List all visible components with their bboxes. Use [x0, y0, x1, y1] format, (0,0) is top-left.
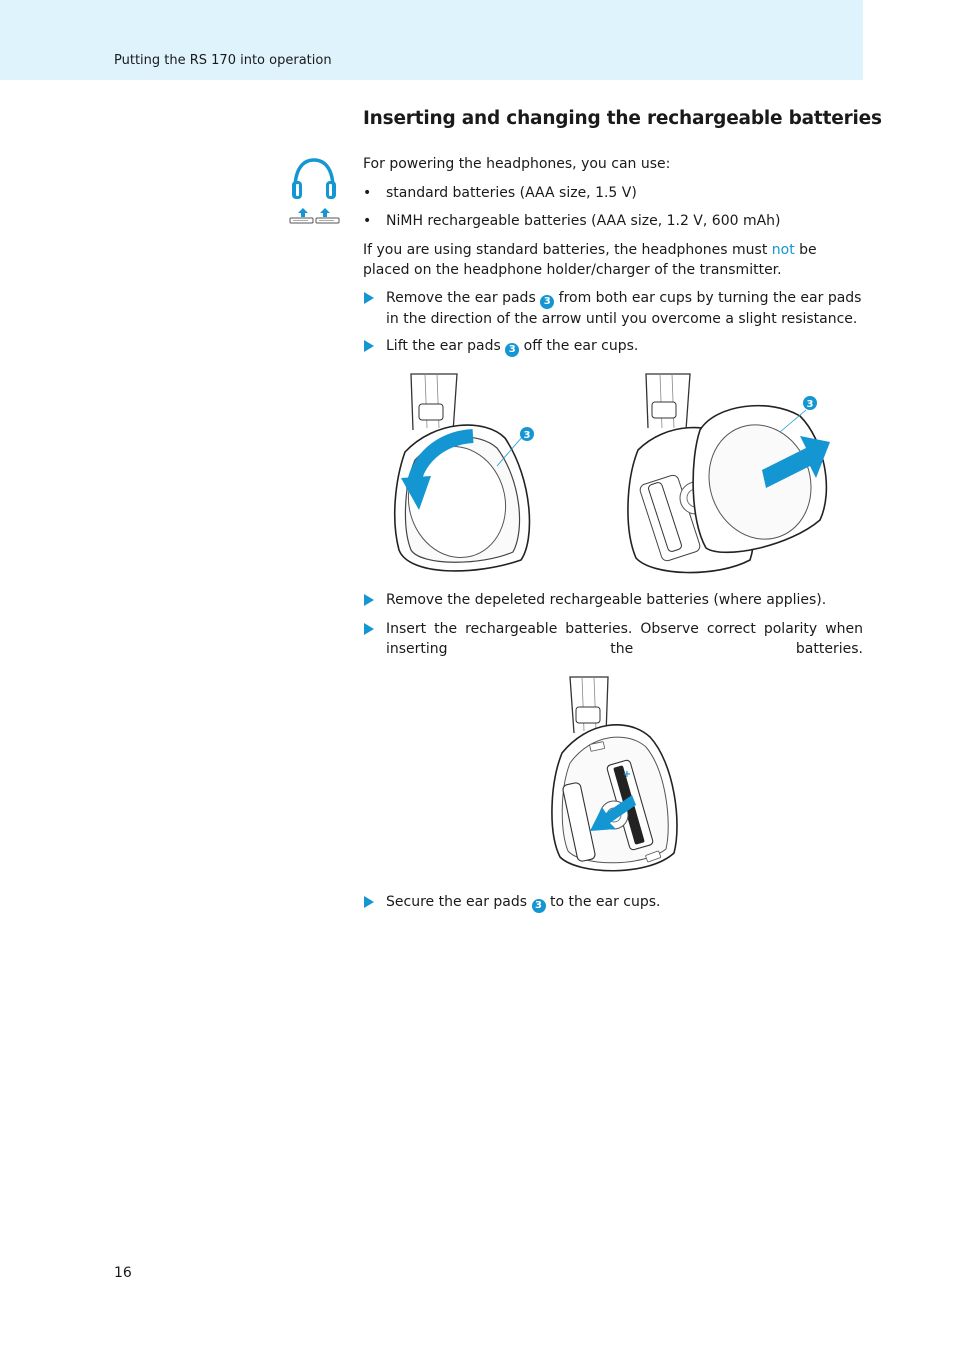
step-text-after: off the ear cups.: [519, 338, 639, 354]
step-arrow-icon: [363, 292, 375, 304]
figure-lift-ear-pad: [620, 370, 830, 580]
callout-number: 3: [523, 430, 531, 441]
step-arrow-icon: [363, 623, 375, 635]
bullet-text: standard batteries (AAA size, 1.5 V): [386, 185, 637, 201]
callout-badge: 3: [532, 899, 546, 913]
headphones-charging-icon: [288, 157, 342, 225]
running-header: Putting the RS 170 into operation: [114, 53, 332, 68]
callout-badge: 3: [540, 295, 554, 309]
step-text-after: to the ear cups.: [545, 894, 661, 910]
step-arrow-icon: [363, 340, 375, 352]
header-band: [0, 0, 863, 80]
warning-text-before: If you are using standard batteries, the headphones must: [363, 242, 772, 258]
bullet-dot-icon: •: [363, 185, 372, 201]
warning-highlight: not: [771, 242, 795, 258]
figure-rotate-ear-pad: [385, 370, 545, 580]
step-text: Remove the depeleted rechargeable batteries (where applies).: [386, 592, 827, 608]
intro-text: For powering the headphones, you can use:: [363, 156, 671, 172]
step-arrow-icon: [363, 896, 375, 908]
callout-badge: 3: [505, 343, 519, 357]
step-lift-ear-pads: [363, 336, 863, 356]
step-text: [386, 336, 863, 357]
warning-text: [363, 240, 863, 280]
step-text: [386, 288, 863, 329]
step-remove-ear-pads: [363, 288, 863, 328]
step-insert-batteries: [363, 619, 863, 659]
step-text-before: Secure the ear pads: [386, 894, 532, 910]
bullet-text: NiMH rechargeable batteries (AAA size, 1.2 V, 600 mAh): [386, 213, 781, 229]
step-text-before: Lift the ear pads: [386, 338, 506, 354]
step-arrow-icon: [363, 594, 375, 606]
list-item: [363, 211, 863, 231]
bullet-dot-icon: •: [363, 213, 372, 229]
section-title: Inserting and changing the rechargeable batteries: [363, 108, 882, 129]
callout-number: 3: [806, 399, 814, 410]
step-secure-ear-pads: [363, 892, 863, 912]
figure-insert-batteries: [548, 673, 680, 878]
step-text-after: from both ear cups by turning the ear pads in the direction of the arrow until you overcome a slight resistance.: [386, 290, 862, 327]
step-text: Insert the rechargeable batteries. Observe correct polarity when inserting the batteries.: [386, 621, 863, 657]
battery-plus-label: +: [622, 769, 632, 780]
step-text: [386, 892, 863, 913]
step-text-before: Remove the ear pads: [386, 290, 541, 306]
page-number: 16: [114, 1265, 132, 1281]
step-remove-batteries: [363, 590, 863, 610]
warning-text-after: be placed on the headphone holder/charger of the transmitter.: [363, 242, 817, 278]
list-item: [363, 183, 863, 203]
